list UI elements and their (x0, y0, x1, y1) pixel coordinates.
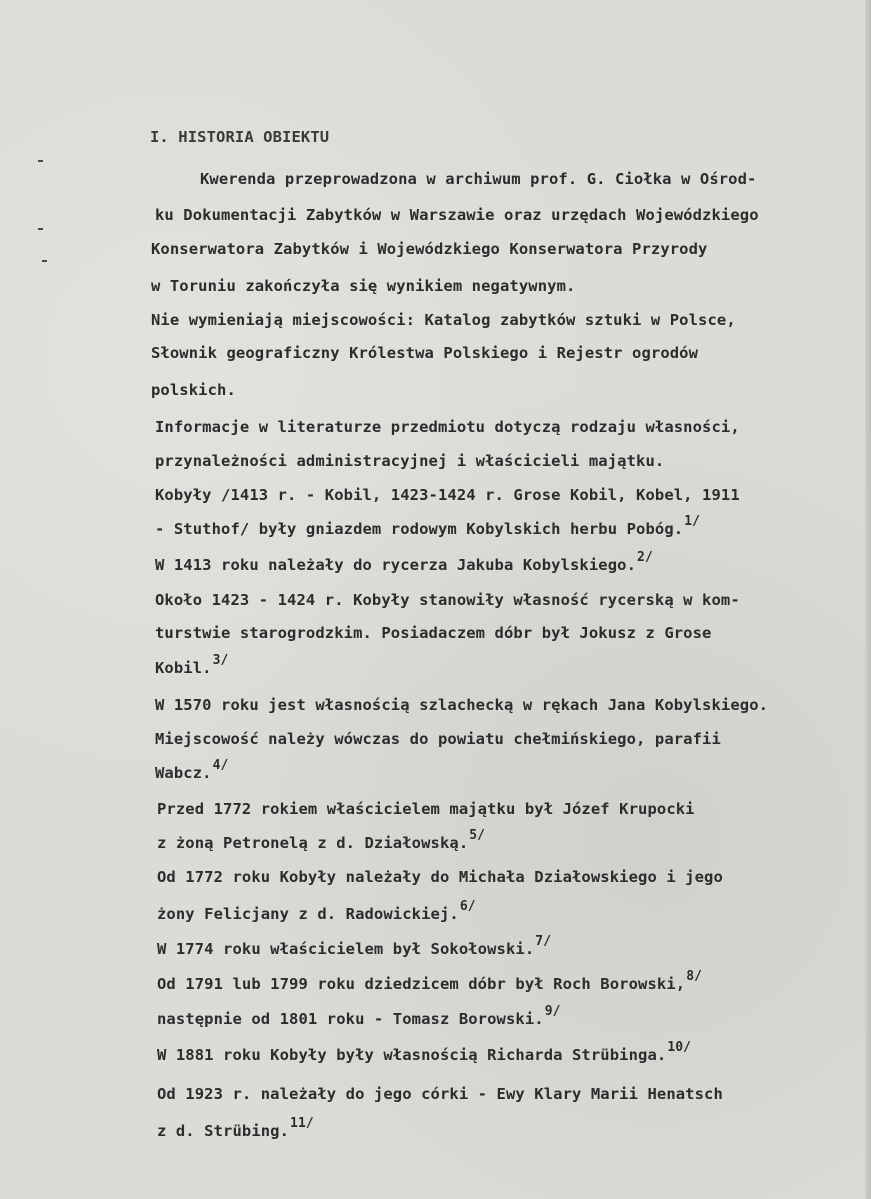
margin-punch-mark (38, 228, 43, 230)
section-heading: I. HISTORIA OBIEKTU (150, 128, 330, 146)
text-line (155, 550, 653, 574)
line-text: Przed 1772 rokiem właścicielem majątku był Józef Krupocki (157, 800, 695, 818)
line-text: Kwerenda przeprowadzona w archiwum prof. G. Ciołka w Ośrod- (200, 170, 757, 188)
text-line (151, 381, 236, 399)
page-edge-shadow (865, 0, 871, 1199)
text-line (151, 277, 575, 295)
text-line (151, 240, 707, 258)
line-text: Słownik geograficzny Królestwa Polskiego i Rejestr ogrodów (151, 344, 699, 362)
text-line (155, 624, 711, 642)
footnote-reference: 10/ (667, 1040, 692, 1055)
footnote-reference: 5/ (469, 828, 486, 843)
line-text: turstwie starogrodzkim. Posiadaczem dóbr był Jokusz z Grose (155, 624, 712, 642)
line-text: Konserwatora Zabytków i Wojewódzkiego Konserwatora Przyrody (151, 240, 708, 258)
text-line (155, 486, 740, 504)
line-text: z żoną Petronelą z d. Działowską. (157, 834, 469, 852)
footnote-reference: 8/ (686, 969, 703, 984)
line-text: Kobyły /1413 r. - Kobil, 1423-1424 r. Grose Kobil, Kobel, 1911 (155, 486, 740, 504)
footnote-reference: 11/ (290, 1116, 314, 1131)
line-text: Od 1923 r. należały do jego córki - Ewy Klary Marii Henatsch (157, 1085, 723, 1103)
line-text: Nie wymieniają miejscowości: Katalog zabytków sztuki w Polsce, (151, 311, 736, 329)
text-line (157, 1085, 723, 1103)
line-text: - Stuthof/ były gniazdem rodowym Kobylskich herbu Pobóg. (155, 520, 684, 538)
footnote-reference: 9/ (544, 1004, 561, 1019)
line-text: polskich. (151, 381, 236, 399)
text-line (155, 730, 721, 748)
text-line (155, 514, 701, 538)
text-line (157, 868, 723, 886)
line-text: z d. Strübing. (157, 1122, 290, 1140)
text-line (157, 1004, 561, 1028)
text-line (157, 800, 695, 818)
text-line (155, 206, 759, 224)
line-text: Miejscowość należy wówczas do powiatu chełmińskiego, parafii (155, 730, 721, 748)
text-line (151, 311, 736, 329)
text-line (155, 758, 229, 782)
footnote-reference: 6/ (459, 899, 476, 914)
line-text: W 1881 roku Kobyły były własnością Richarda Strübinga. (157, 1046, 667, 1064)
line-text: Informacje w literaturze przedmiotu dotyczą rodzaju własności, (155, 418, 740, 436)
text-line (155, 696, 768, 714)
text-line (157, 1116, 314, 1140)
footnote-reference: 4/ (212, 758, 229, 773)
line-text: w Toruniu zakończyła się wynikiem negatywnym. (151, 277, 576, 295)
line-text: W 1774 roku właścicielem był Sokołowski. (157, 940, 535, 958)
text-line (157, 828, 486, 852)
footnote-reference: 1/ (684, 514, 701, 529)
footnote-reference: 7/ (535, 934, 552, 949)
text-line (157, 934, 552, 958)
text-line (151, 344, 698, 362)
text-line (155, 653, 229, 677)
margin-punch-mark (38, 160, 43, 162)
text-line (157, 1040, 692, 1064)
line-text: następnie od 1801 roku - Tomasz Borowski. (157, 1010, 544, 1028)
text-line (155, 418, 740, 436)
line-text: Kobil. (155, 659, 212, 677)
line-text: ku Dokumentacji Zabytków w Warszawie oraz urzędach Wojewódzkiego (155, 206, 759, 224)
line-text: Od 1772 roku Kobyły należały do Michała Działowskiego i jego (157, 868, 723, 886)
text-line (200, 170, 756, 188)
footnote-reference: 3/ (212, 653, 229, 668)
text-line (157, 969, 703, 993)
line-text: Około 1423 - 1424 r. Kobyły stanowiły własność rycerską w kom- (155, 591, 740, 609)
line-text: W 1413 roku należały do rycerza Jakuba Kobylskiego. (155, 556, 637, 574)
line-text: żony Felicjany z d. Radowickiej. (157, 905, 459, 923)
line-text: Od 1791 lub 1799 roku dziedzicem dóbr był Roch Borowski, (157, 975, 686, 993)
line-text: Wabcz. (155, 764, 212, 782)
line-text: przynależności administracyjnej i właścicieli majątku. (155, 452, 665, 470)
text-line (155, 591, 740, 609)
footnote-reference: 2/ (637, 550, 653, 565)
margin-punch-mark (42, 260, 47, 262)
text-line (157, 899, 476, 923)
text-line (155, 452, 664, 470)
line-text: W 1570 roku jest własnością szlachecką w rękach Jana Kobylskiego. (155, 696, 769, 714)
